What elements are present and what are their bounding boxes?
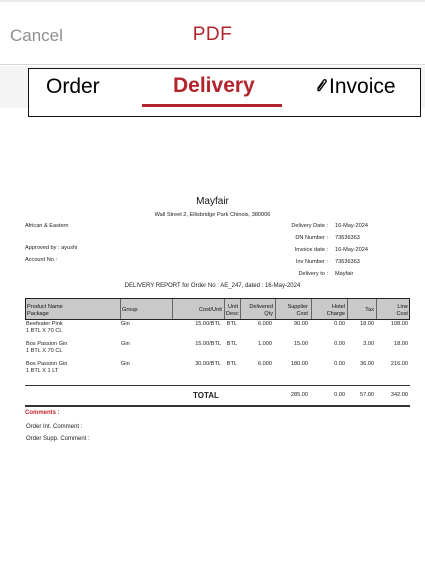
row-qty: 1.000 xyxy=(258,341,272,347)
delivery-date-value: 16-May-2024 xyxy=(335,223,368,229)
total-divider-bottom xyxy=(25,405,410,407)
column-divider xyxy=(311,299,312,319)
col-header-product: Product Name Package xyxy=(27,304,63,317)
row-group: Gin xyxy=(121,361,130,367)
col-header-group: Group xyxy=(122,307,138,313)
approved-by: Approved by : ayushi xyxy=(25,245,78,251)
tab-delivery[interactable]: Delivery xyxy=(173,74,255,97)
inv-number-value: 73636363 xyxy=(335,259,360,265)
dn-number-label: DN Number : xyxy=(295,235,328,241)
row-qty: 6.000 xyxy=(258,321,272,327)
column-divider xyxy=(240,299,241,319)
row-tax: 36.00 xyxy=(360,361,374,367)
total-label: TOTAL xyxy=(193,391,219,400)
tab-invoice-label: Invoice xyxy=(329,75,396,98)
company-name: Mayfair xyxy=(196,196,229,207)
account-no: Account No : xyxy=(25,257,58,263)
row-supplier-cost: 180.00 xyxy=(290,361,308,367)
delivery-to-label: Delivery to : xyxy=(298,271,328,277)
row-product: Bos Passion Gin 1 BTL X 1 LT xyxy=(26,361,68,374)
column-divider xyxy=(275,299,276,319)
row-cost-unit: 15.00/BTL xyxy=(195,341,221,347)
total-hotel-charge: 0.00 xyxy=(334,392,345,398)
dn-number-value: 73636363 xyxy=(335,235,360,241)
row-line-cost: 18.00 xyxy=(394,341,408,347)
supplier-name: African & Eastern xyxy=(25,223,69,229)
row-product: Bos Passion Gin 1 BTL X 70 CL xyxy=(26,341,68,354)
comments-heading: Comments : xyxy=(25,410,60,416)
row-tax: 3.00 xyxy=(363,341,374,347)
total-line-cost: 342.00 xyxy=(390,392,408,398)
row-unit: BTL xyxy=(226,341,237,347)
inv-number-label: Inv Number : xyxy=(295,259,328,265)
col-header-cost-unit: Cost/Unit xyxy=(198,307,222,313)
delivery-to-value: Mayfair xyxy=(335,271,354,277)
invoice-date-label: Invoice date : xyxy=(294,247,328,253)
invoice-date-value: 16-May-2024 xyxy=(335,247,368,253)
row-cost-unit: 15.00/BTL xyxy=(195,321,221,327)
row-group: Gin xyxy=(121,321,130,327)
table-header xyxy=(25,298,410,320)
order-supp-comment: Order Supp. Comment : xyxy=(26,436,90,442)
report-title: DELIVERY REPORT for Order No : AE_247, dated : 16-May-2024 xyxy=(124,283,301,289)
row-tax: 18.00 xyxy=(360,321,374,327)
col-header-hotel-charge: Hotel Charge xyxy=(326,304,345,317)
col-header-line-cost: Line Cost xyxy=(396,304,408,317)
row-cost-unit: 30.00/BTL xyxy=(195,361,221,367)
column-divider xyxy=(376,299,377,319)
total-divider-top xyxy=(25,385,410,386)
company-address: Wall Street 2, Ellisbridge Park Chinois, 380006 xyxy=(154,212,271,218)
row-hotel-charge: 0.00 xyxy=(334,321,345,327)
row-supplier-cost: 90.00 xyxy=(294,321,308,327)
row-line-cost: 108.00 xyxy=(390,321,408,327)
tab-order[interactable]: Order xyxy=(46,75,100,98)
row-hotel-charge: 0.00 xyxy=(334,361,345,367)
column-divider xyxy=(347,299,348,319)
row-line-cost: 216.00 xyxy=(390,361,408,367)
col-header-delivered-qty: Delivered Qty xyxy=(249,304,273,317)
row-unit: BTL xyxy=(226,321,237,327)
cancel-button[interactable]: Cancel xyxy=(10,26,63,45)
column-divider xyxy=(172,299,173,319)
column-divider xyxy=(224,299,225,319)
page-title: PDF xyxy=(192,24,233,45)
order-int-comment: Order Int. Comment : xyxy=(26,424,83,430)
row-supplier-cost: 15.00 xyxy=(294,341,308,347)
column-divider xyxy=(120,299,121,319)
row-product: Beefeater Pink 1 BTL X 70 CL xyxy=(26,321,63,334)
delivery-date-label: Delivery Date : xyxy=(291,223,328,229)
col-header-supplier-cost: Supplier Cost xyxy=(287,304,308,317)
row-hotel-charge: 0.00 xyxy=(334,341,345,347)
total-tax: 57.00 xyxy=(360,392,374,398)
col-header-tax: Tax xyxy=(365,307,374,313)
row-qty: 6.000 xyxy=(258,361,272,367)
row-group: Gin xyxy=(121,341,130,347)
row-unit: BTL xyxy=(226,361,237,367)
col-header-unit-desc: Unit Desc xyxy=(226,304,239,317)
total-supplier-cost: 285.00 xyxy=(290,392,308,398)
